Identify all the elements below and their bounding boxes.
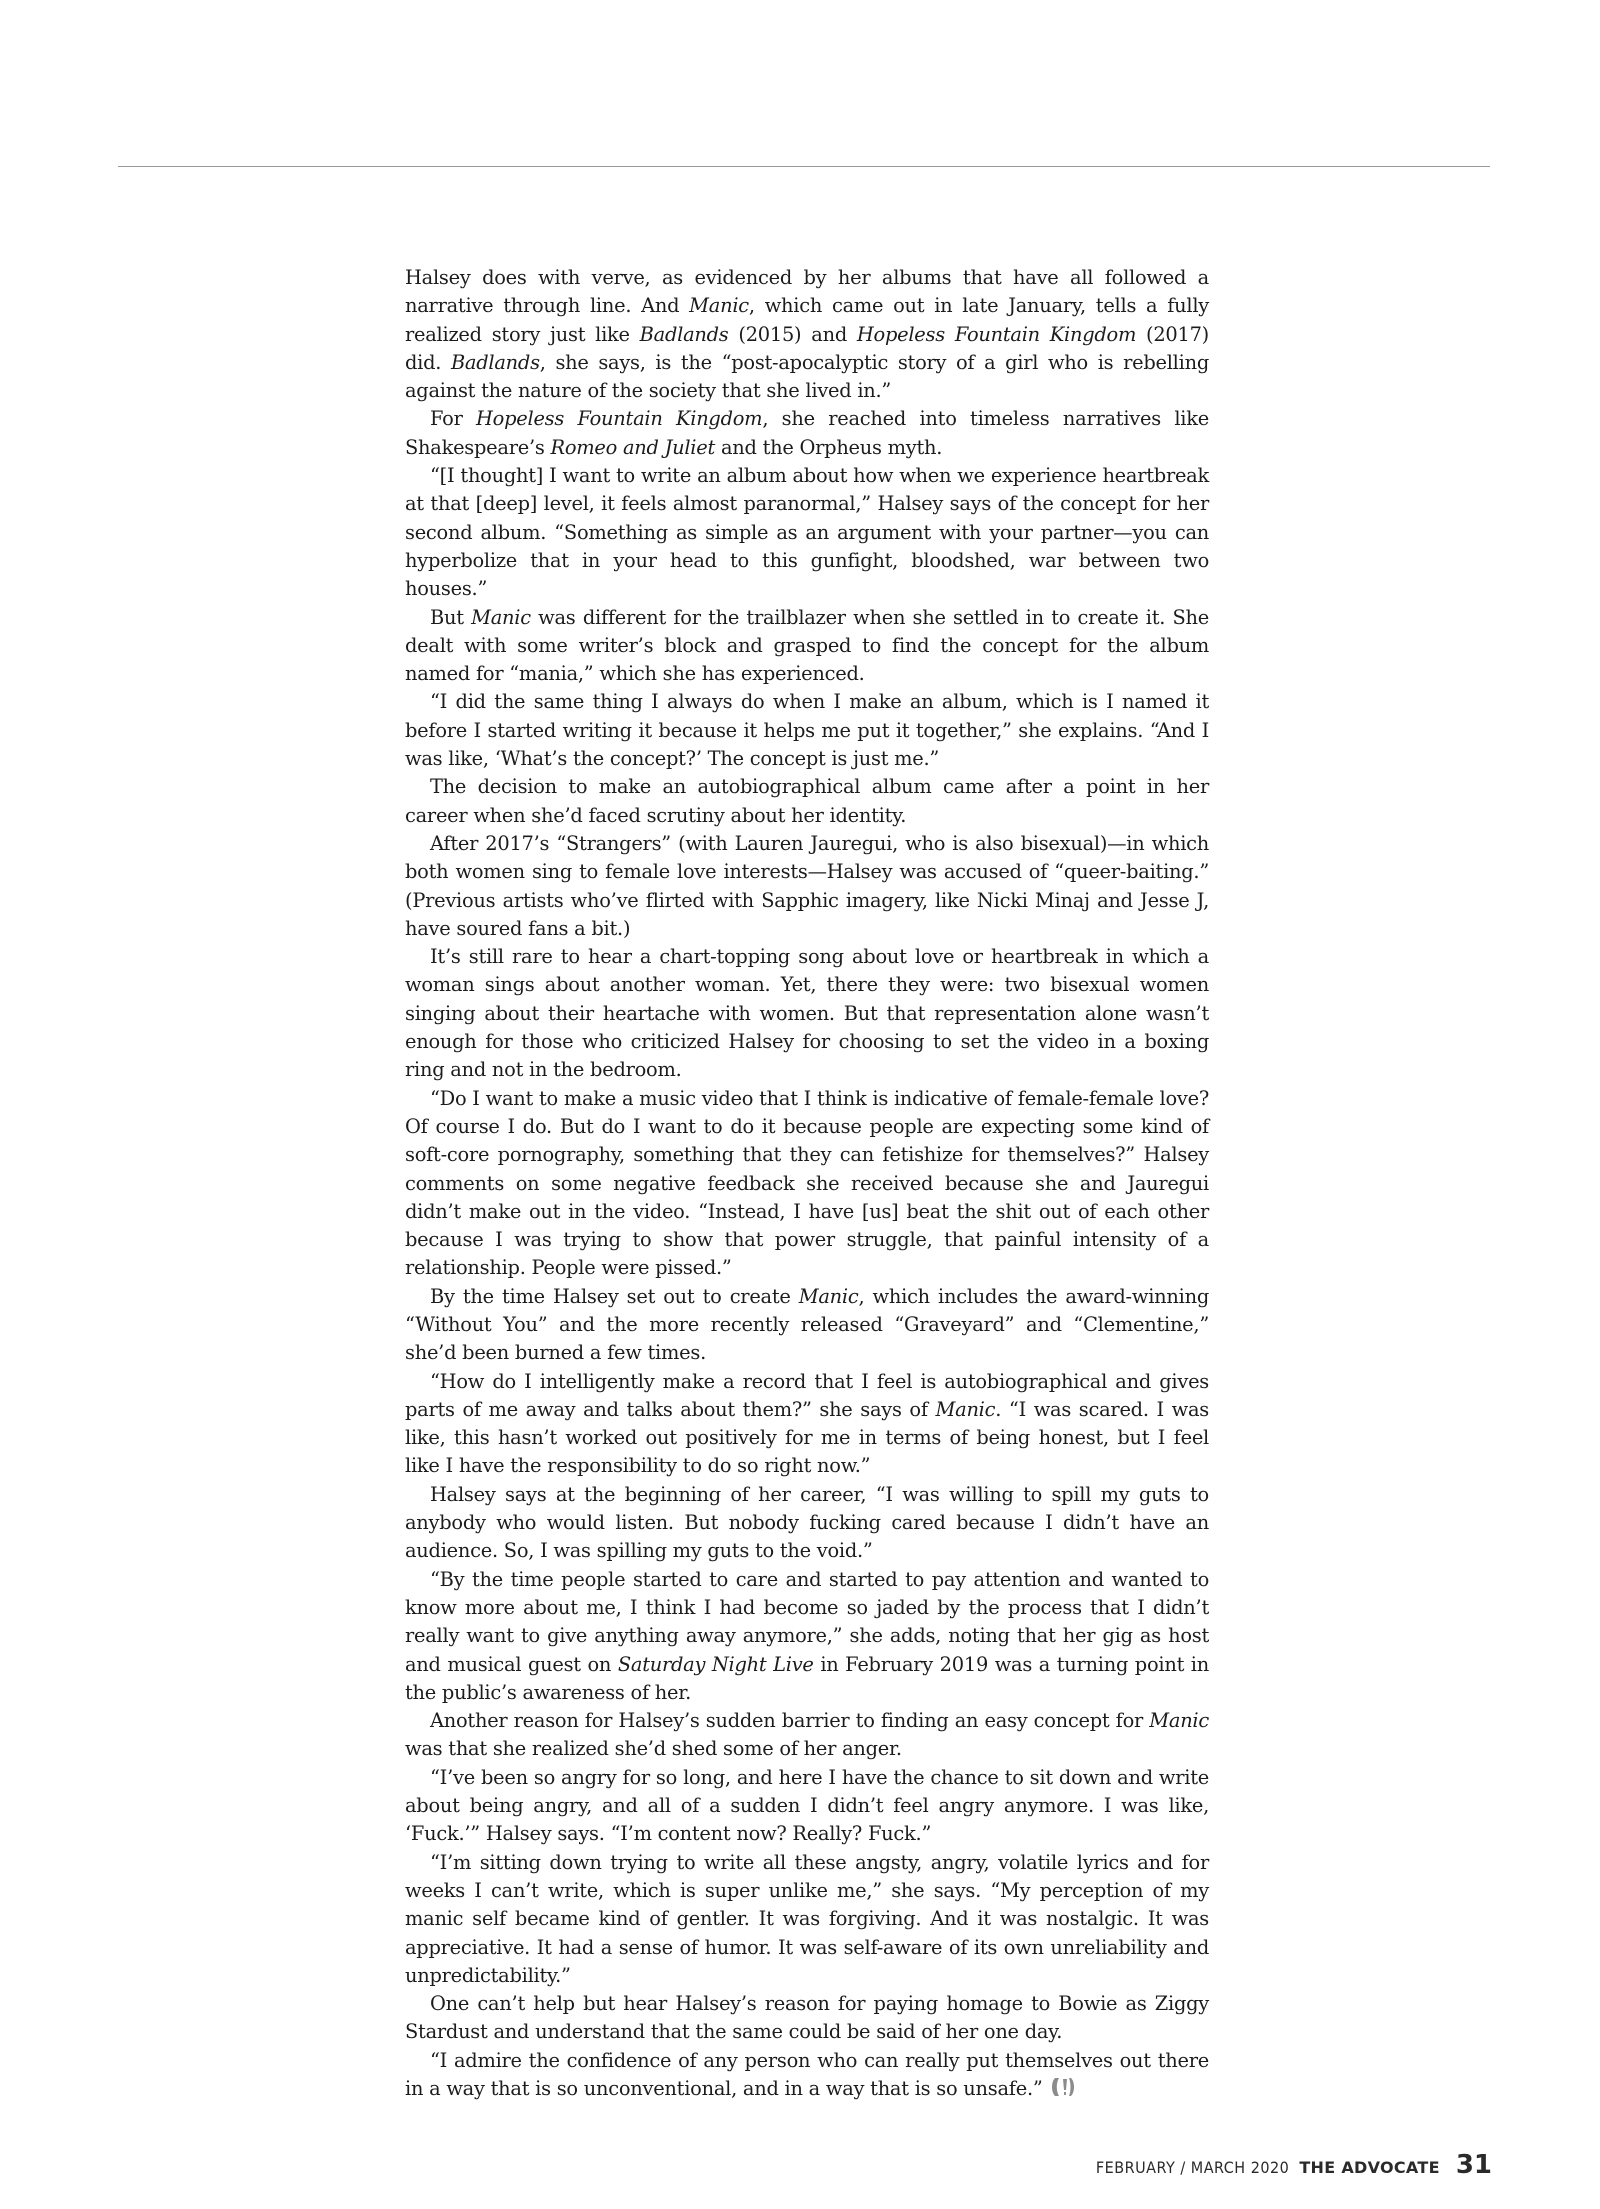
text-run: , which came out in late January, tells a fully realized story just like	[405, 294, 1209, 346]
text-run: (2017) did.	[405, 322, 1209, 374]
end-mark-icon	[1049, 2076, 1077, 2098]
text-run: Halsey does with verve, as evidenced by her albums that have all followed a narrative through line. And	[405, 266, 1209, 318]
text-run: “I’ve been so angry for so long, and here I have the chance to sit down and write about being angry, and all of a sudden I didn’t feel angry anymore. I was like, ‘Fuck.’” Halsey says. “I’m content now? Really? Fuck.”	[405, 1765, 1209, 1846]
article-paragraph	[405, 462, 1209, 603]
article-paragraph	[405, 2047, 1209, 2104]
italic-title: Romeo and Juliet	[550, 435, 716, 459]
italic-title: Manic	[1149, 1709, 1209, 1733]
article-paragraph	[405, 1283, 1209, 1368]
page-number: 31	[1455, 2150, 1492, 2180]
italic-title: Badlands	[450, 350, 540, 374]
text-run: “Do I want to make a music video that I think is indicative of female-female love? Of course I do. But do I want to do it because people are expecting some kind of soft-core pornography, something that they can fetishize for themselves?” Halsey comments on some negative feedback she received because she and Jauregui didn’t make out in the video. “Instead, I have [us] beat the shit out of each other because I was trying to show that power struggle, that painful intensity of a relationship. People were pissed.”	[405, 1086, 1209, 1280]
article-paragraph	[405, 1849, 1209, 1990]
text-run: Halsey says at the beginning of her career, “I was willing to spill my guts to anybody who would listen. But nobody fucking cared because I didn’t have an audience. So, I was spilling my guts to the void.”	[405, 1482, 1209, 1563]
text-run: (2015) and	[728, 322, 857, 346]
text-run: “How do I intelligently make a record that I feel is autobiographical and gives parts of me away and talks about them?” she says of	[405, 1369, 1209, 1421]
text-run: After 2017’s “Strangers” (with Lauren Jauregui, who is also bisexual)—in which both women sing to female love interests—Halsey was accused of “queer-baiting.” (Previous artists who’ve flirted with Sapphic imagery, like Nicki Minaj and Jesse J, have soured fans a bit.)	[405, 831, 1209, 940]
italic-title: Badlands	[639, 322, 729, 346]
article-paragraph	[405, 604, 1209, 689]
text-run: The decision to make an autobiographical album came after a point in her career when she’d faced scrutiny about her identity.	[405, 775, 1209, 827]
text-run: was that she realized she’d shed some of her anger.	[405, 1737, 902, 1761]
text-run: in February 2019 was a turning point in the public’s awareness of her.	[405, 1652, 1209, 1704]
text-run: “I admire the confidence of any person who can really put themselves out there in a way that is so unconventional, and in a way that is so unsafe.”	[405, 2048, 1209, 2100]
text-run: was different for the trailblazer when she settled in to create it. She dealt with some writer’s block and grasped to find the concept for the album named for “mania,” which she has experienced.	[405, 605, 1209, 686]
article-paragraph	[405, 1764, 1209, 1849]
article-paragraph	[405, 1707, 1209, 1764]
text-run: , which includes the award-winning “Without You” and the more recently released “Graveyard” and “Clementine,” she’d been burned a few times.	[405, 1284, 1209, 1365]
article-paragraph	[405, 1990, 1209, 2047]
italic-title: Manic	[471, 605, 531, 629]
text-run: But	[430, 605, 472, 629]
article-paragraph	[405, 1481, 1209, 1566]
italic-title: Manic	[935, 1397, 996, 1421]
italic-title: Hopeless Fountain Kingdom	[476, 407, 763, 431]
text-run: “[I thought] I want to write an album about how when we experience heartbreak at that [deep] level, it feels almost paranormal,” Halsey says of the concept for her second album. “Something as simple as an argument with your partner—you can hyperbolize that in your head to this gunfight, bloodshed, war between two houses.”	[405, 464, 1209, 601]
article-paragraph	[405, 1085, 1209, 1283]
text-run: Another reason for Halsey’s sudden barrier to finding an easy concept for	[430, 1709, 1150, 1733]
article-paragraph	[405, 264, 1209, 405]
text-run: For	[430, 407, 477, 431]
text-run: , she says, is the “post-apocalyptic story of a girl who is rebelling against the nature of the society that she lived in.”	[405, 350, 1209, 403]
text-run: “I did the same thing I always do when I make an album, which is I named it before I started writing it because it helps me put it together,” she explains. “And I was like, ‘What’s the concept?’ The concept is just me.”	[405, 690, 1209, 771]
text-run: . “I was scared. I was like, this hasn’t worked out positively for me in terms of being honest, but I feel like I have the responsibility to do so right now.”	[405, 1397, 1209, 1478]
article-paragraph	[405, 405, 1209, 462]
article-paragraph	[405, 1566, 1209, 1707]
text-run: and the Orpheus myth.	[715, 435, 943, 459]
article-paragraph	[405, 943, 1209, 1084]
text-run: , she reached into timeless narratives like Shakespeare’s	[405, 407, 1209, 459]
text-run: “By the time people started to care and started to pay attention and wanted to know more about me, I think I had become so jaded by the process that I didn’t really want to give anything away anymore,” she adds, noting that her gig as host and musical guest on	[405, 1567, 1209, 1676]
text-run: By the time Halsey set out to create	[430, 1284, 799, 1308]
article-paragraph	[405, 830, 1209, 943]
text-run: One can’t help but hear Halsey’s reason for paying homage to Bowie as Ziggy Stardust and understand that the same could be said of her one day.	[405, 1992, 1209, 2044]
italic-title: Saturday Night Live	[617, 1652, 814, 1676]
italic-title: Manic	[798, 1284, 859, 1308]
article-paragraph	[405, 1368, 1209, 1481]
top-rule	[118, 166, 1490, 167]
article-paragraph	[405, 773, 1209, 830]
article-paragraph	[405, 688, 1209, 773]
page-footer	[1096, 2150, 1492, 2180]
issue-date: FEBRUARY / MARCH 2020	[1095, 2158, 1290, 2177]
italic-title: Hopeless Fountain Kingdom	[856, 322, 1137, 346]
italic-title: Manic	[689, 294, 749, 318]
text-run: It’s still rare to hear a chart-topping song about love or heartbreak in which a woman sings about another woman. Yet, there they were: two bisexual women singing about their heartache with women. But that representation alone wasn’t enough for those who criticized Halsey for choosing to set the video in a boxing ring and not in the bedroom.	[405, 945, 1209, 1082]
article-body	[405, 264, 1209, 2103]
magazine-name: THE ADVOCATE	[1299, 2158, 1440, 2177]
text-run: “I’m sitting down trying to write all these angsty, angry, volatile lyrics and for weeks I can’t write, which is super unlike me,” she says. “My perception of my manic self became kind of gentler. It was forgiving. And it was nostalgic. It was appreciative. It had a sense of humor. It was self-aware of its own unreliability and unpredictability.”	[405, 1850, 1209, 1987]
